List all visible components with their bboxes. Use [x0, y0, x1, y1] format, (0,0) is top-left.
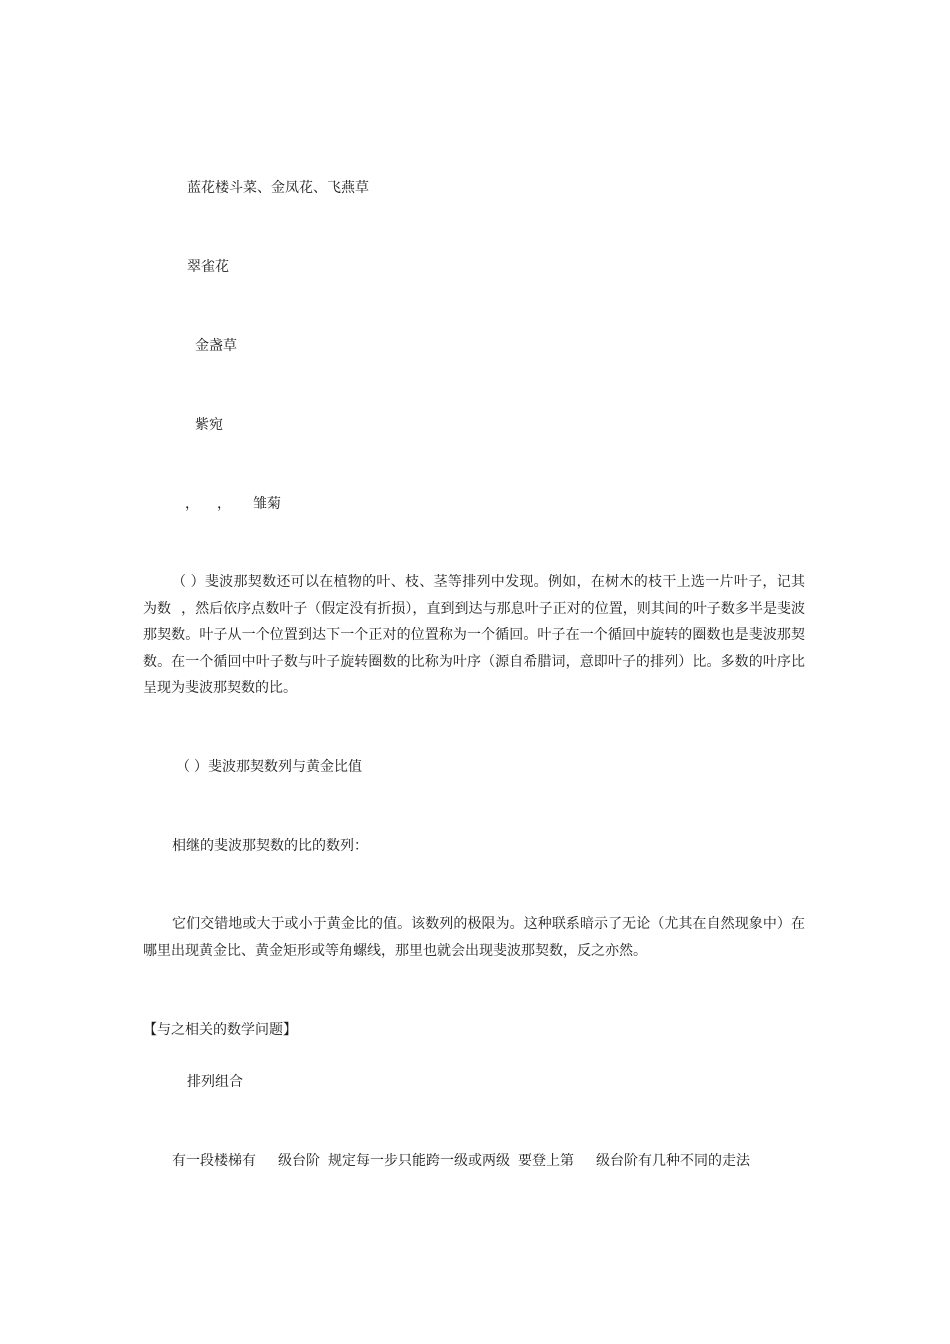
stair-problem-part-2: 级台阶 [278, 1153, 320, 1169]
leaf-paragraph-open-paren: （ [172, 574, 187, 590]
golden-heading-close-paren: ） [194, 759, 208, 775]
flower-line-5 [185, 494, 281, 514]
section-heading: 【与之相关的数学问题】 [143, 1022, 297, 1038]
stair-problem-part-1: 有一段楼梯有 [172, 1153, 256, 1169]
stair-problem [172, 1151, 750, 1171]
stair-problem-part-4: 要登上第 [518, 1153, 574, 1169]
flower-line-2: 翠雀花 [187, 259, 229, 275]
leaf-paragraph-text-1: 斐波那契数还可以在植物的叶、枝、茎等排列中发现。例如，在树木的枝干上选一片叶子，记其为数 [143, 574, 806, 617]
flower-line-1: 蓝花楼斗菜、金凤花、飞燕草 [187, 180, 369, 196]
golden-heading-open-paren: （ [176, 759, 190, 775]
permutation-subheading: 排列组合 [187, 1074, 243, 1090]
ratio-sequence-line: 相继的斐波那契数的比的数列： [172, 838, 368, 854]
leaf-paragraph-text-2: ，然后依序点数叶子（假定没有折损），直到到达与那息叶子正对的位置，则其间的叶子数多半是斐波那契数。叶子从一个位置到达下一个正对的位置称为一个循回。叶子在一个循回中旋转的圈数也是斐波那契数。在一个循回中叶子数与叶子旋转圈数的比称为叶序（源自希腊词，意即叶子的排列）比。多数的叶序比呈现为斐波那契数的比。 [143, 600, 806, 696]
flower-line-5-sep2: ， [217, 496, 231, 512]
golden-ratio-heading [176, 757, 362, 777]
golden-ratio-paragraph: 它们交错地或大于或小于黄金比的值。该数列的极限为。这种联系暗示了无论（尤其在自然现象中）在哪里出现黄金比、黄金矩形或等角螺线，那里也就会出现斐波那契数，反之亦然。 [143, 916, 805, 959]
golden-heading-text: 斐波那契数列与黄金比值 [208, 759, 362, 775]
stair-problem-part-5: 级台阶有几种不同的走法 [596, 1153, 750, 1169]
flower-line-4: 紫宛 [195, 417, 223, 433]
flower-line-5-sep1: ， [185, 496, 199, 512]
leaf-paragraph [143, 569, 805, 702]
flower-line-3: 金盏草 [195, 338, 237, 354]
stair-problem-part-3: 规定每一步只能跨一级或两级 [328, 1153, 510, 1169]
flower-line-5-text: 雏菊 [253, 496, 281, 512]
leaf-paragraph-close-paren: ） [190, 574, 205, 590]
